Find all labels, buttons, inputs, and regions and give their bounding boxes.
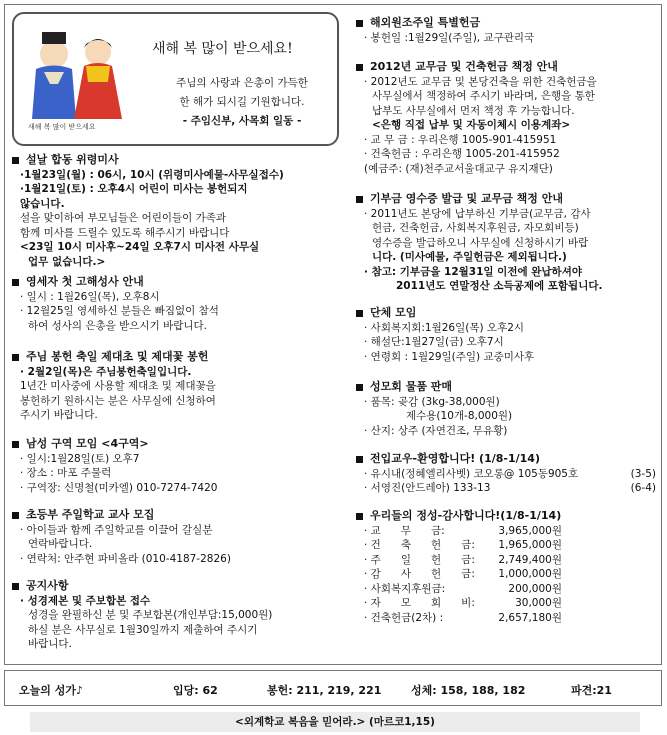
hymn-footer xyxy=(4,670,662,706)
children-mass-line: ·1월21일(토) : 오후4시 어린이 미사는 봉헌되지 xyxy=(20,183,248,195)
detail-line: · 2월2일(목)은 주님봉헌축일입니다. xyxy=(20,365,192,378)
greeting-box xyxy=(12,12,339,146)
greeting-message xyxy=(152,74,332,131)
detail-line: · 구역장: 신명철(미카엘) 010-7274-7420 xyxy=(20,481,218,494)
office-closed-line-2: 업무 없습니다.> xyxy=(28,255,106,268)
detail-line: 니다. (미사예물, 주일헌금은 제외됩니다.) xyxy=(372,251,567,263)
section-title: 설날 합동 위령미사 xyxy=(12,153,340,168)
detail-line: · 12월25일 영세하신 분들은 빠짐없이 참석 xyxy=(20,305,219,317)
notice-line: 함께 미사를 드릴수 있도록 해주시기 바랍니다 xyxy=(20,226,230,239)
bank-account-line: · 교 무 금 : 우리은행 1005-901-415951 xyxy=(364,133,557,146)
section-new-parishioners xyxy=(356,452,656,496)
notice-line: 설을 맞이하여 부모님들은 어린이들이 가족과 xyxy=(20,212,227,224)
section-candle-flower-offering xyxy=(12,350,340,423)
bullet-square-icon xyxy=(12,354,19,361)
detail-line: 헌금, 건축헌금, 사회복지후원금, 자모회비등) xyxy=(372,222,579,234)
bullet-square-icon xyxy=(356,513,363,520)
bullet-square-icon xyxy=(356,384,363,391)
detail-line: 1년간 미사중에 사용할 제대초 및 제대꽃을 xyxy=(20,380,216,392)
meeting-line: · 연령회 : 1월29일(주일) 교중미사후 xyxy=(364,350,535,363)
scripture-motto: <외계학교 복음을 믿어라.> (마르코1,15) xyxy=(30,712,640,732)
greeting-line-1: 주님의 사랑과 은총이 가득한 xyxy=(176,77,308,89)
section-title: 2012년 교무금 및 건축헌금 책정 안내 xyxy=(356,60,656,75)
detail-line: · 봉헌일 :1월29일(주일), 교구관리국 xyxy=(364,31,535,44)
bullet-square-icon xyxy=(356,196,363,203)
offering-row: · 자 모 회 비: 30,000원 xyxy=(364,597,562,609)
origin-line: · 산지: 상주 (자연건조, 무유황) xyxy=(364,424,508,437)
mass-time-line: ·1월23일(월) : 06시, 10시 (위령미사예물-사무실접수) xyxy=(20,168,284,181)
hymn-offertory: 봉헌: 211, 219, 221 xyxy=(267,684,382,697)
section-title: 해외원조주일 특별헌금 xyxy=(356,16,656,31)
contact-line: · 연락처: 안주현 파비올라 (010-4187-2826) xyxy=(20,552,231,565)
bank-account-line: · 건축헌금 : 우리은행 1005-201-415952 xyxy=(364,148,560,160)
detail-line: · 성경제본 및 주보합본 접수 xyxy=(20,594,151,607)
couple-doll-illustration xyxy=(22,24,132,124)
section-donation-receipt xyxy=(356,192,656,294)
offering-row: · 감 사 헌 금: 1,000,000원 xyxy=(364,568,562,580)
detail-line: 납부도 사무실에서 먼저 책정 후 가능합니다. xyxy=(372,104,575,117)
bullet-square-icon xyxy=(12,441,19,448)
greeting-signature: - 주임신부, 사목회 일동 - xyxy=(182,115,302,127)
section-men-district-meeting xyxy=(12,437,340,495)
doll-caption: 새해 복 많이 받으세요 xyxy=(28,123,96,131)
bullet-square-icon xyxy=(12,279,19,286)
detail-line: · 일시:1월28일(토) 오후7 xyxy=(20,452,140,465)
detail-line: 영수증을 발급하오니 사무실에 신청하시기 바랍 xyxy=(372,236,589,249)
section-dues-assessment xyxy=(356,60,656,176)
detail-line: 주시기 바랍니다. xyxy=(20,409,98,421)
bullet-square-icon xyxy=(12,512,19,519)
meeting-line: · 해설단:1월27일(금) 오후7시 xyxy=(364,336,504,348)
section-title: 단체 모임 xyxy=(356,306,656,321)
section-sale xyxy=(356,380,656,438)
section-title: 전입교우-환영합니다! (1/8-1/14) xyxy=(356,452,656,467)
bullet-square-icon xyxy=(12,157,19,164)
section-announcements xyxy=(12,579,340,652)
bullet-square-icon xyxy=(12,583,19,590)
account-holder-line: (예금주: (재)천주교서울대교구 유지재단) xyxy=(364,162,553,175)
offering-row: · 주 일 헌 금: 2,749,400원 xyxy=(364,553,562,566)
offering-row: · 교 무 금: 3,965,000원 xyxy=(364,524,562,537)
detail-line: 사무실에서 책정하여 주시기 바라며, 은행을 통한 xyxy=(372,90,595,102)
section-title: 영세자 첫 고해성사 안내 xyxy=(12,275,340,290)
office-closed-line: <23일 10시 미사후~24일 오후7시 미사전 사무실 xyxy=(20,241,260,253)
bullet-square-icon xyxy=(356,456,363,463)
offering-row: · 건축헌금(2차) : 2,657,180원 xyxy=(364,611,562,624)
section-title: 초등부 주일학교 교사 모집 xyxy=(12,508,340,523)
section-offerings xyxy=(356,509,656,625)
section-sunday-school-teacher xyxy=(12,508,340,566)
hymn-communion: 성체: 158, 188, 182 xyxy=(411,684,526,697)
meeting-line: · 사회복지회:1월26일(목) 오후2시 xyxy=(364,321,525,334)
section-title: 기부금 영수증 발급 및 교무금 책정 안내 xyxy=(356,192,656,207)
detail-line: 봉헌하기 원하시는 분은 사무실에 신청하여 xyxy=(20,394,216,407)
section-group-meetings xyxy=(356,306,656,364)
section-title: 성모회 물품 판매 xyxy=(356,380,656,395)
note-line: · 참고: 기부금을 12월31일 이전에 완납하셔야 xyxy=(364,265,582,278)
hymn-recessional: 파견:21 xyxy=(571,684,612,697)
detail-line: · 아이들과 함께 주일학교를 이끌어 갈실분 xyxy=(20,523,213,536)
section-title: 주님 봉헌 축일 제대초 및 제대꽃 봉헌 xyxy=(12,350,340,365)
greeting-line-2: 한 해가 되시길 기원합니다. xyxy=(179,96,305,108)
detail-line: 성경을 완필하신 분 및 주보합본(개인부담:15,000원) xyxy=(28,609,273,621)
bullet-square-icon xyxy=(356,64,363,71)
product-line: · 품목: 곶감 (3kg-38,000원) xyxy=(364,395,500,408)
detail-line: 바랍니다. xyxy=(28,638,72,650)
bullet-square-icon xyxy=(356,20,363,27)
detail-line: 연락바랍니다. xyxy=(28,538,93,550)
parishioner-row: · 서영진(안드레아) 133-13 (6-4) xyxy=(364,482,656,494)
detail-line: · 2012년도 교무금 및 본당건축을 위한 건축헌금을 xyxy=(364,75,597,88)
detail-line: · 일시 : 1월26일(목), 오후8시 xyxy=(20,290,160,303)
section-overseas-aid xyxy=(356,16,656,45)
product-line: 제수용(10개-8,000원) xyxy=(406,410,513,422)
offering-row: · 건 축 헌 금: 1,965,000원 xyxy=(364,539,562,551)
section-title: 남성 구역 모임 <4구역> xyxy=(12,437,340,452)
section-title: 공지사항 xyxy=(12,579,340,594)
greeting-title: 새해 복 많이 받으세요! xyxy=(152,41,293,57)
hymn-entrance: 입당: 62 xyxy=(173,684,218,697)
offering-row: · 사회복지후원금: 200,000원 xyxy=(364,582,562,595)
detail-line: · 장소 : 마포 주물럭 xyxy=(20,467,112,479)
children-mass-line-2: 않습니다. xyxy=(20,197,65,210)
section-new-year-mass xyxy=(12,153,340,269)
bullet-square-icon xyxy=(356,310,363,317)
detail-line: 하여 성사의 은총을 받으시기 바랍니다. xyxy=(28,319,207,332)
detail-line: · 2011년도 본당에 납부하신 기부금(교무금, 감사 xyxy=(364,207,591,220)
section-first-confession xyxy=(12,275,340,333)
parishioner-row: · 유시내(정혜엘리사벳) 코오롱@ 105동905호 (3-5) xyxy=(364,467,656,480)
hymn-label: 오늘의 성가♪ xyxy=(19,684,83,697)
note-line-2: 2011년도 연말정산 소득공제에 포함됩니다. xyxy=(396,280,603,292)
account-heading: <은행 직접 납부 및 자동이체시 이용계좌> xyxy=(372,119,571,131)
detail-line: 하실 분은 사무실로 1월30일까지 제출하여 주시기 xyxy=(28,623,258,636)
section-title: 우리들의 정성-감사합니다!(1/8-1/14) xyxy=(356,509,656,524)
